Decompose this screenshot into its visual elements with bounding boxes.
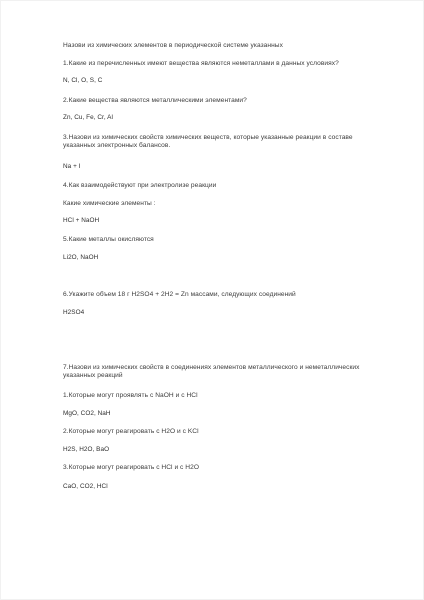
question-1: 1.Какие из перечисленных имеют вещества являются неметаллами в данных условиях? [63, 60, 339, 67]
answer-7-1: MgO, CO2, NaH [63, 410, 111, 417]
answer-6: H2SO4 [63, 309, 85, 316]
answer-2: Zn, Cu, Fe, Cr, Al [63, 114, 113, 121]
doc-heading: Назови из химических элементов в периодической системе указанных [63, 42, 283, 49]
question-7-2: 2.Которые могут реагировать с H2O и с KCl [63, 428, 199, 435]
question-7-1: 1.Которые могут проявлять с NaOH и с HCl [63, 392, 198, 399]
question-7: 7.Назови из химических свойств в соединениях элементов металлического и неметаллических указанных реакций [63, 364, 360, 379]
question-4-sub: Какие химические элементы : [63, 200, 156, 207]
answer-1: N, Cl, O, S, C [63, 77, 103, 84]
question-4: 4.Как взаимодействуют при электролизе реакции [63, 182, 217, 189]
answer-3: Na + I [63, 163, 81, 170]
question-2: 2.Какие вещества являются металлическими элементами? [63, 97, 247, 104]
question-6: 6.Укажите объем 18 г H2SO4 + 2Н2 = Zn массами, следующих соединений [63, 291, 296, 298]
answer-5: Li2O, NaOH [63, 254, 99, 261]
answer-7-2: H2S, H2O, BaO [63, 446, 110, 453]
question-3: 3.Назови из химических свойств химических веществ, которые указанные реакции в составе указанных электронных балансов. [63, 134, 353, 149]
question-5: 5.Какие металлы окисляются [63, 236, 154, 243]
answer-4: HCl + NaOH [63, 217, 100, 224]
answer-7-3: CaO, CO2, HCl [63, 483, 108, 490]
question-7-3: 3.Которые могут реагировать с HCl и с H2O [63, 464, 199, 471]
